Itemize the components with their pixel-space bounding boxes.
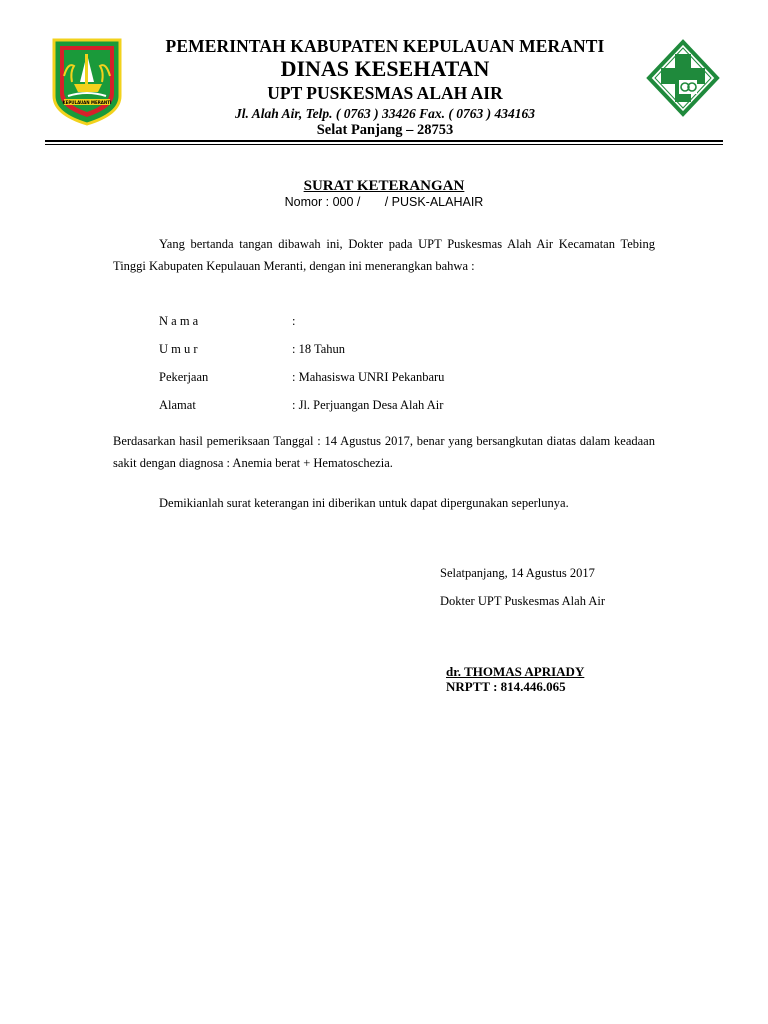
document-number: Nomor : 000 / / PUSK-ALAHAIR bbox=[284, 195, 484, 209]
closing-paragraph: Demikianlah surat keterangan ini diberikan untuk dapat dipergunakan seperlunya. bbox=[159, 496, 569, 510]
field-value: : Jl. Perjuangan Desa Alah Air bbox=[292, 398, 444, 412]
signature-place-date: Selatpanjang, 14 Agustus 2017 bbox=[440, 566, 595, 580]
regency-emblem-icon bbox=[50, 36, 124, 126]
document-title: SURAT KETERANGAN bbox=[303, 178, 465, 194]
letterhead-agency: DINAS KESEHATAN bbox=[280, 56, 490, 81]
field-label: U m u r bbox=[159, 342, 198, 356]
result-paragraph: Berdasarkan hasil pemeriksaan Tanggal : 14 Agustus 2017, benar yang bersangkutan diatas dalam keadaan sakit dengan diagnosa : Anemia berat + Hematoschezia. bbox=[113, 434, 655, 470]
field-value: : Mahasiswa UNRI Pekanbaru bbox=[292, 370, 445, 384]
field-value: : 18 Tahun bbox=[292, 342, 346, 356]
field-label: Pekerjaan bbox=[159, 370, 209, 384]
signatory-name: dr. THOMAS APRIADY bbox=[446, 664, 585, 679]
letterhead-address: Jl. Alah Air, Telp. ( 0763 ) 33426 Fax. ( 0763 ) 434163 bbox=[234, 106, 535, 121]
letterhead-rule-thin bbox=[45, 144, 723, 145]
signatory-id: NRPTT : 814.446.065 bbox=[446, 679, 566, 694]
letterhead-unit: UPT PUSKESMAS ALAH AIR bbox=[267, 83, 503, 103]
letterhead-city: Selat Panjang – 28753 bbox=[316, 122, 454, 138]
puskesmas-cross-icon bbox=[645, 38, 721, 128]
emblem-banner-text: KEPULAUAN MERANTI bbox=[62, 100, 112, 105]
field-value: : bbox=[292, 314, 296, 328]
letterhead-government: PEMERINTAH KABUPATEN KEPULAUAN MERANTI bbox=[165, 36, 605, 56]
field-label: Alamat bbox=[159, 398, 196, 412]
field-label: N a m a bbox=[159, 314, 199, 328]
opening-paragraph: Yang bertanda tangan dibawah ini, Dokter pada UPT Puskesmas Alah Air Kecamatan Tebing Tinggi Kabupaten Kepulauan Meranti, dengan ini menerangkan bahwa : bbox=[113, 237, 655, 273]
signature-position: Dokter UPT Puskesmas Alah Air bbox=[440, 594, 606, 608]
letterhead-rule-thick bbox=[45, 140, 723, 142]
